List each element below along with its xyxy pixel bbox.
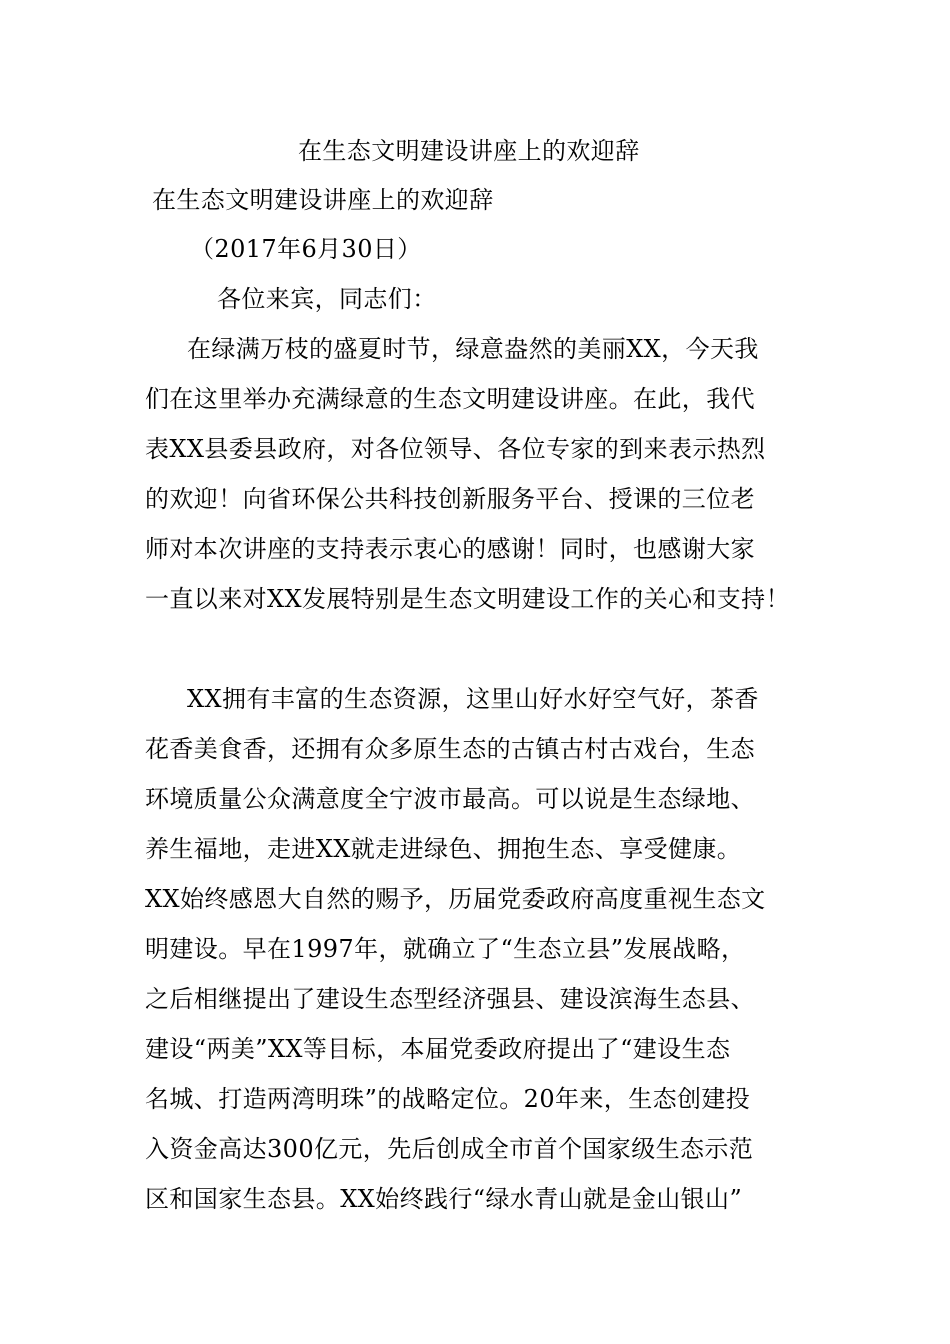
paragraph-line: 建设“两美”XX等目标，本届党委政府提出了“建设生态 [145,1035,731,1063]
paragraph-line: XX始终感恩大自然的赐予，历届党委政府高度重视生态文 [145,885,766,913]
paragraph-line: 养生福地，走进XX就走进绿色、拥抱生态、享受健康。 [145,835,742,863]
paragraph-line: 之后相继提出了建设生态型经济强县、建设滨海生态县、 [145,985,755,1013]
paragraph-line: 的欢迎！向省环保公共科技创新服务平台、授课的三位老 [145,485,755,513]
paragraph-line: 花香美食香，还拥有众多原生态的古镇古村古戏台，生态 [145,735,755,763]
document-title: 在生态文明建设讲座上的欢迎辞 [298,137,640,165]
paragraph-line: 师对本次讲座的支持表示衷心的感谢！同时，也感谢大家 [145,535,755,563]
greeting: 各位来宾，同志们： [217,285,437,313]
paragraph-line: 区和国家生态县。XX始终践行“绿水青山就是金山银山” [145,1185,743,1213]
paragraph-line: 一直以来对XX发展特别是生态文明建设工作的关心和支持！ [145,585,790,613]
paragraph-line: 环境质量公众满意度全宁波市最高。可以说是生态绿地、 [145,785,755,813]
document-subtitle: 在生态文明建设讲座上的欢迎辞 [152,186,494,214]
paragraph-line: 们在这里举办充满绿意的生态文明建设讲座。在此，我代 [145,385,755,413]
paragraph-line: 名城、打造两湾明珠”的战略定位。20年来，生态创建投 [145,1085,751,1113]
paragraph-line: 明建设。早在1997年，就确立了“生态立县”发展战略， [145,935,746,963]
paragraph-line: XX拥有丰富的生态资源，这里山好水好空气好，茶香 [187,685,759,713]
document-date: （2017年6月30日） [190,235,422,263]
paragraph-line: 在绿满万枝的盛夏时节，绿意盎然的美丽XX，今天我 [187,335,759,363]
paragraph-line: 入资金高达300亿元，先后创成全市首个国家级生态示范 [145,1135,754,1163]
paragraph-line: 表XX县委县政府，对各位领导、各位专家的到来表示热烈 [145,435,766,463]
